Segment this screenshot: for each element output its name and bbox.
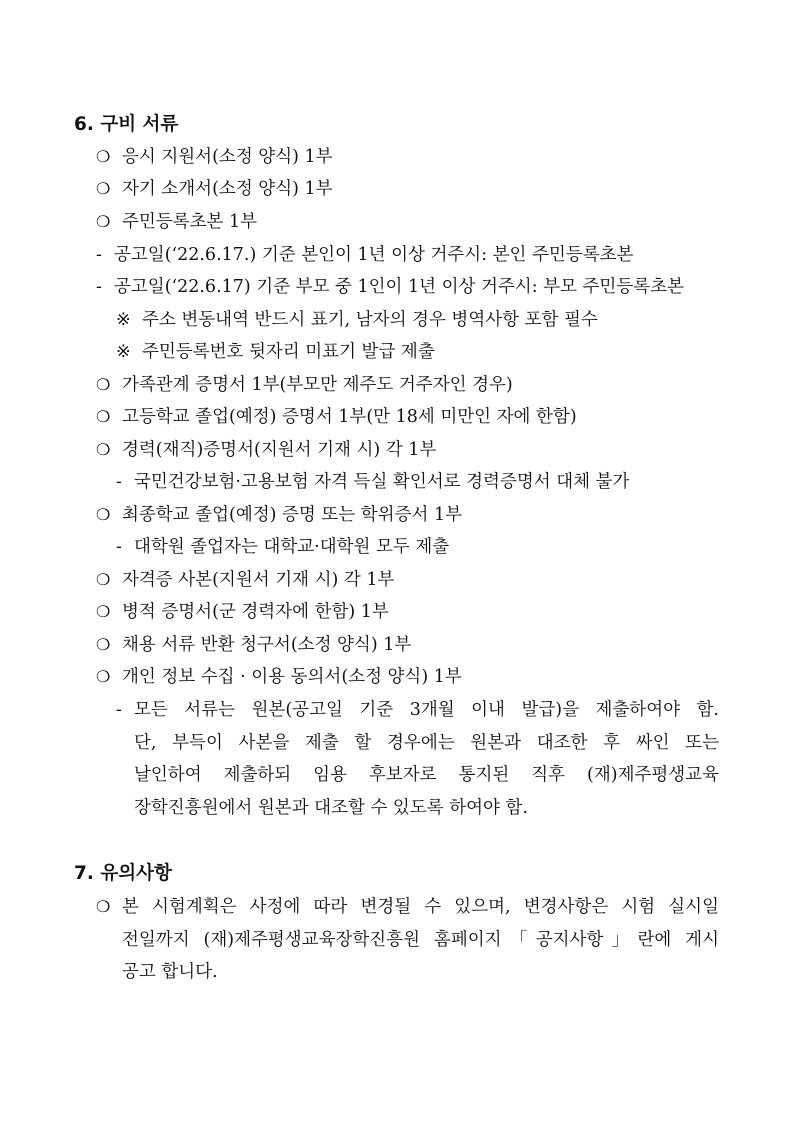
circle-bullet-icon: ❍ xyxy=(96,179,111,198)
list-item: ❍ 병적 증명서(군 경력자에 한함) 1부 xyxy=(96,602,389,622)
list-item-note: ※ 주민등록번호 뒷자리 미표기 발급 제출 xyxy=(116,342,435,362)
list-item: ❍ 가족관계 증명서 1부(부모만 제주도 거주자인 경우) xyxy=(96,375,513,395)
list-item: ❍ 채용 서류 반환 청구서(소정 양식) 1부 xyxy=(96,635,412,655)
dash-marker: - xyxy=(96,277,102,297)
note-marker-line xyxy=(116,698,134,722)
circle-bullet-icon: ❍ xyxy=(96,505,111,524)
note-line: 단, 부득이 사본을 제출 할 경우에는 원본과 대조한 후 싸인 또는 xyxy=(134,733,719,753)
dash-marker: - xyxy=(116,537,122,557)
note-line: 장학진흥원에서 원본과 대조할 수 있도록 하여야 함. xyxy=(134,798,528,818)
list-item: ❍ 응시 지원서(소정 양식) 1부 xyxy=(96,147,333,167)
paragraph-line: 본 시험계획은 사정에 따라 변경될 수 있으며, 변경사항은 시험 실시일 xyxy=(122,897,719,917)
list-item: ❍ 주민등록초본 1부 xyxy=(96,212,258,232)
paragraph-line: 공고 합니다. xyxy=(122,962,218,982)
circle-bullet-icon: ❍ xyxy=(96,570,111,589)
list-item-note: ※ 주소 변동내역 반드시 표기, 남자의 경우 병역사항 포함 필수 xyxy=(116,310,598,330)
note-line: 모든 서류는 원본(공고일 기준 3개월 이내 발급)을 제출하여야 함. xyxy=(134,700,719,720)
circle-bullet-icon: ❍ xyxy=(96,407,111,426)
section-7-title: 7. 유의사항 xyxy=(74,863,172,884)
list-item: ❍ 개인 정보 수집 · 이용 동의서(소정 양식) 1부 xyxy=(96,667,462,687)
dash-marker: - xyxy=(116,472,122,492)
list-item-dash: - 공고일(‘22.6.17.) 기준 본인이 1년 이상 거주시: 본인 주민등록초본 xyxy=(96,245,634,265)
circle-bullet-icon: ❍ xyxy=(96,602,111,621)
reference-mark-icon: ※ xyxy=(116,342,131,362)
list-item: ❍ 자기 소개서(소정 양식) 1부 xyxy=(96,179,333,199)
list-item: ❍ 최종학교 졸업(예정) 증명 또는 학위증서 1부 xyxy=(96,505,462,525)
dash-marker: - xyxy=(116,700,122,720)
paragraph-line: 전일까지 (재)제주평생교육장학진흥원 홈페이지「공지사항」란에 게시 xyxy=(122,930,719,950)
circle-bullet-icon: ❍ xyxy=(96,440,111,459)
circle-bullet-icon: ❍ xyxy=(96,897,111,916)
list-item: ❍ 경력(재직)증명서(지원서 기재 시) 각 1부 xyxy=(96,440,437,460)
list-item: ❍ 자격증 사본(지원서 기재 시) 각 1부 xyxy=(96,570,395,590)
circle-bullet-icon: ❍ xyxy=(96,667,111,686)
circle-bullet-icon: ❍ xyxy=(96,635,111,654)
list-item-dash: - 국민건강보험·고용보험 자격 득실 확인서로 경력증명서 대체 불가 xyxy=(116,472,630,492)
note-line: 날인하여 제출하되 임용 후보자로 통지된 직후 (재)제주평생교육 xyxy=(134,765,719,785)
reference-mark-icon: ※ xyxy=(116,310,131,330)
list-item-dash: - 공고일(‘22.6.17) 기준 부모 중 1인이 1년 이상 거주시: 부모 주민등록초본 xyxy=(96,277,684,297)
circle-bullet-icon: ❍ xyxy=(96,147,111,166)
circle-bullet-icon: ❍ xyxy=(96,212,111,231)
section-7-marker-line xyxy=(96,895,122,919)
dash-marker: - xyxy=(96,245,102,265)
section-6-title: 6. 구비 서류 xyxy=(74,114,179,135)
list-item: ❍ 고등학교 졸업(예정) 증명서 1부(만 18세 미만인 자에 한함) xyxy=(96,407,577,427)
circle-bullet-icon: ❍ xyxy=(96,375,111,394)
list-item-dash: - 대학원 졸업자는 대학교·대학원 모두 제출 xyxy=(116,537,450,557)
